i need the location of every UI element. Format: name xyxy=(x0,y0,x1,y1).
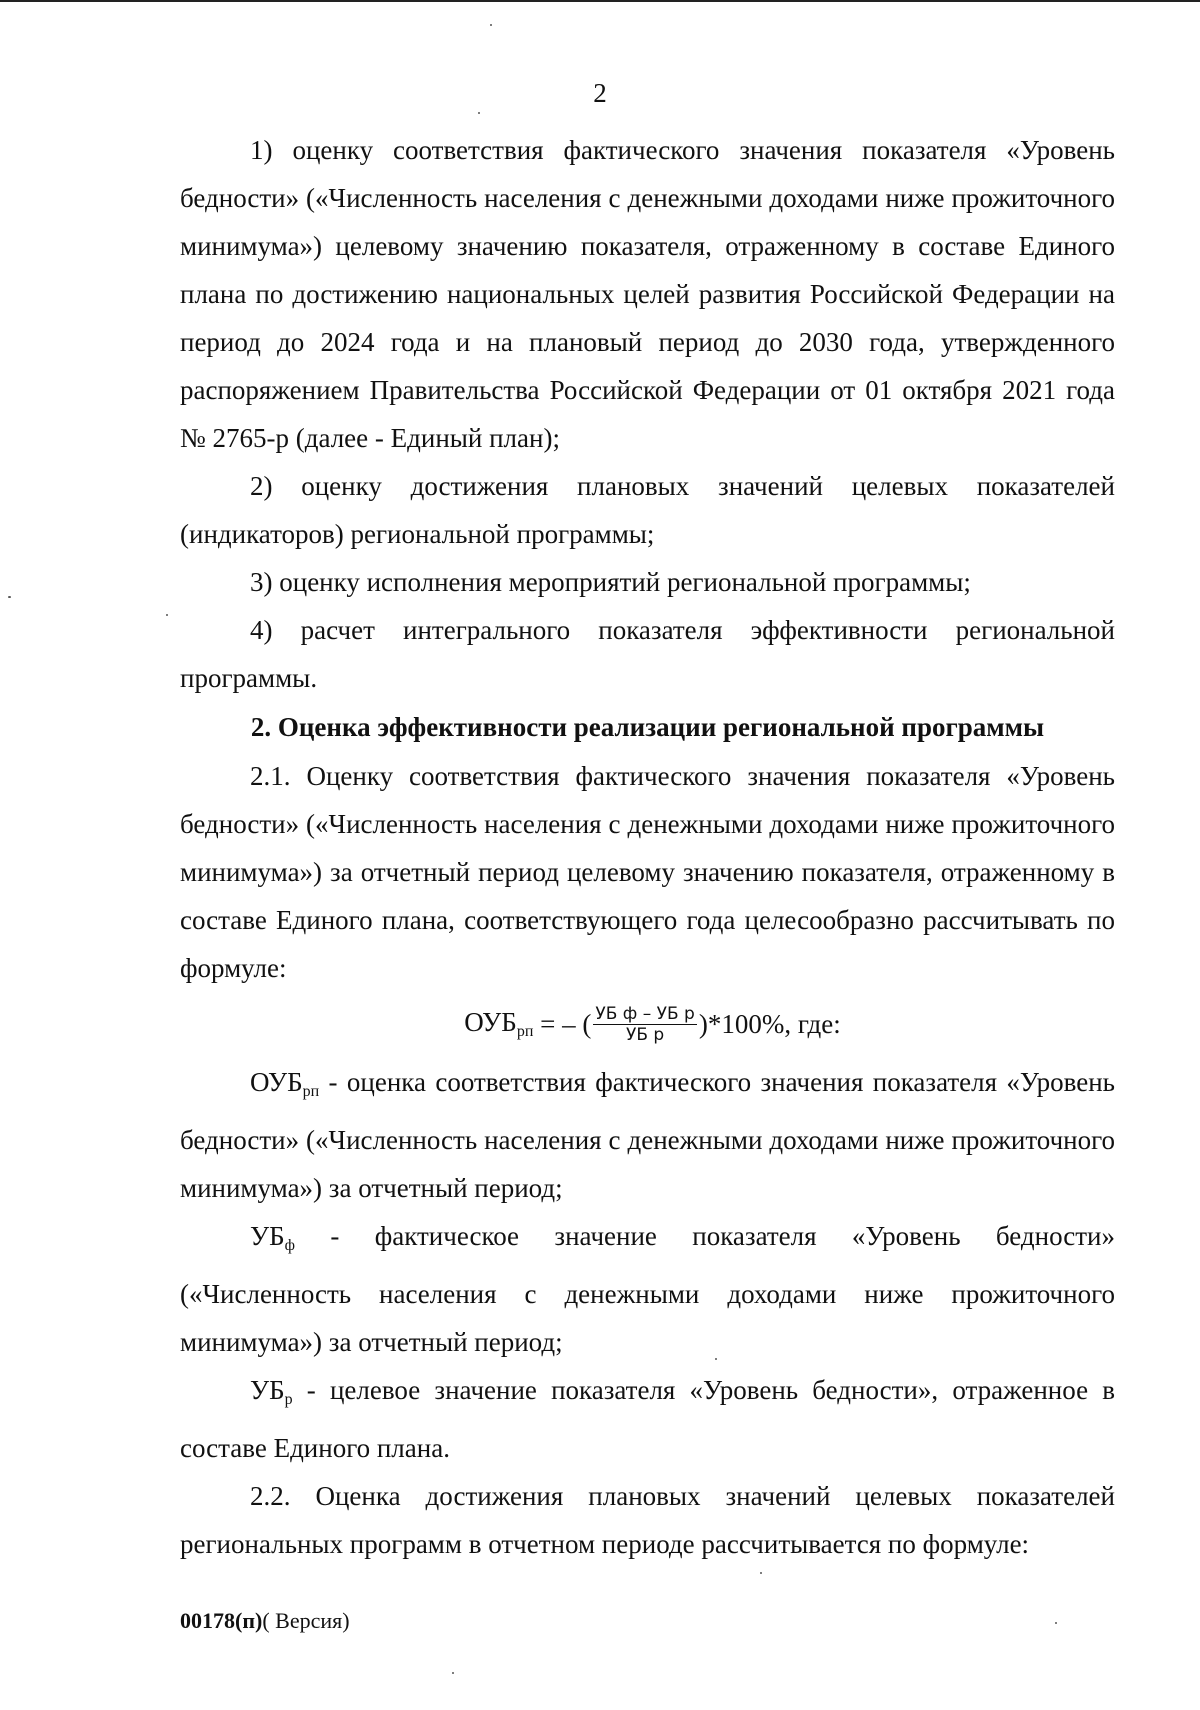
definition-ub-fact: $УБ_ф$ - фактическое значение показателя «Уровень бедности» («Численность населения с денежными доходами ниже прожиточного минимума») за отчетный период; xyxy=(180,1221,1115,1357)
definition-ub-target: $УБ_р$ - целевое значение показателя «Уровень бедности», отраженное в составе Единого плана. xyxy=(180,1375,1115,1463)
page-number: 2 xyxy=(593,78,607,108)
scan-speck xyxy=(452,1672,454,1674)
scan-speck xyxy=(490,24,492,26)
paragraph-2-1: 2.1. Оценку соответствия фактического значения показателя «Уровень бедности» («Численность населения с денежными доходами ниже прожиточного минимума») за отчетный период целевому значению показателя, отраженному в составе Единого плана, соответствующего года целесообразно рассчитывать по формуле: xyxy=(180,761,1115,983)
list-item-4: 4) расчет интегрального показателя эффективности региональной программы. xyxy=(180,615,1115,693)
document-version: ( Версия) xyxy=(262,1608,350,1633)
scan-speck xyxy=(478,112,480,114)
formula-equals: = – ( xyxy=(533,1008,592,1039)
top-border-line xyxy=(0,0,1200,2)
formula-fraction xyxy=(593,1004,697,1045)
list-item-2: 2) оценку достижения плановых значений целевых показателей (индикаторов) региональной программы; xyxy=(180,471,1115,549)
definition-oub: $ОУБ_{рп}$ - оценка соответствия фактического значения показателя «Уровень бедности» («Численность населения с денежными доходами ниже прожиточного минимума») за отчетный период; xyxy=(180,1067,1115,1203)
formula-numerator: УБ ф – УБ р xyxy=(595,1003,695,1024)
list-item-1: 1) оценку соответствия фактического значения показателя «Уровень бедности» («Численность населения с денежными доходами ниже прожиточного минимума») целевому значению показателя, отраженному в составе Единого плана по достижению национальных целей развития Российской Федерации на период до 2024 года и на плановый период до 2030 года, утвержденного распоряжением Правительства Российской Федерации от 01 октября 2021 года № 2765-р (далее - Единый план); xyxy=(180,135,1115,453)
formula xyxy=(180,992,1115,1056)
scan-speck xyxy=(166,614,168,616)
paragraph-2-2: 2.2. Оценка достижения плановых значений целевых показателей региональных программ в отчетном периоде рассчитывается по формуле: xyxy=(180,1481,1115,1559)
list-item-3: 3) оценку исполнения мероприятий региональной программы; xyxy=(250,567,971,597)
scan-speck xyxy=(760,1572,762,1574)
scan-speck xyxy=(715,1358,717,1360)
formula-tail: )*100%, где: xyxy=(698,1008,841,1039)
body-text xyxy=(180,126,1115,1568)
document-code: 00178(п) xyxy=(180,1608,263,1633)
formula-denominator: УБ р xyxy=(625,1024,665,1045)
document-footer xyxy=(180,1608,350,1634)
scan-speck xyxy=(8,596,11,598)
formula-lhs: $ОУБ_{рп}$ xyxy=(464,1007,534,1040)
section-heading: 2. Оценка эффективности реализации региональной программы xyxy=(250,712,1045,742)
scan-speck xyxy=(1055,1622,1057,1624)
